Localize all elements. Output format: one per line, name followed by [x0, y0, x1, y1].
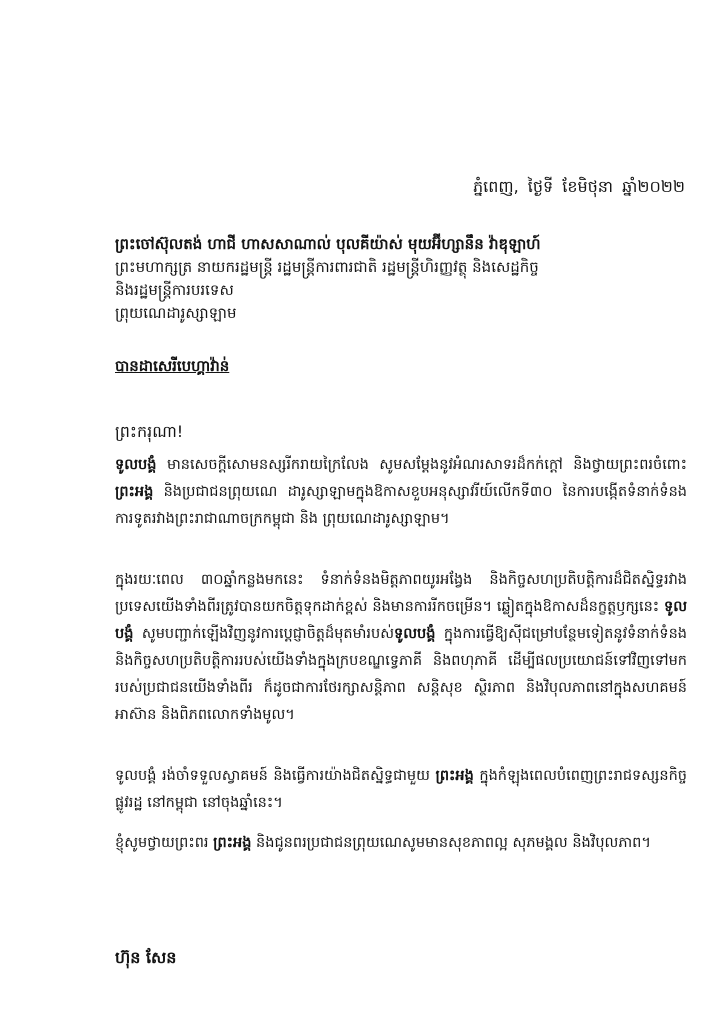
recipient-name: ព្រះចៅស៊ុលតង់ ហាជី ហាសសាណាល់ បុលគីយ៉ាស់ មុយអ៊ីហ្សានឹន វ៉ាឌុឡាហ៍ [115, 235, 541, 253]
text-run: ក្នុងការធ្វើឱ្យស៊ីជម្រៅបន្ថែមទៀតនូវទំនាក់ទំនង និងកិច្ចសហប្រតិបត្តិការរបស់យើងទាំងក្នុងក្របខណ្ឌទ្វេភាគី និងពហុភាគី ដើម្បីផលប្រយោជន៍ទៅវិញទៅមករបស់ប្រជាជនយើងទាំងពីរ ក៏ដូចជាការថែរក្សាសន្តិភាព សន្តិសុខ ស្ថិរភាព និងវិបុលភាពនៅក្នុងសហគមន៍អាស៊ាន និងពិភពលោកទាំងមូល។ [115, 626, 687, 723]
bold-run: ទូលបង្គំ [394, 626, 436, 642]
recipient-country: ព្រុយណេដារូស្សាឡាម [115, 304, 237, 322]
paragraph-1 [115, 452, 687, 533]
recipient-title-line1: ព្រះមហាក្សត្រ នាយករដ្ឋមន្ត្រី រដ្ឋមន្ត្រីការពារជាតិ រដ្ឋមន្ត្រីហិរញ្ញវត្ថុ និងសេដ្ឋកិច្ច [115, 258, 539, 276]
bold-run: ទូលបង្គំ [115, 599, 687, 642]
text-run: មានសេចក្ដីសោមនស្សរីករាយក្រៃលែង សូមសម្ដែងនូវអំណរសាទរដ៏កក់ក្ដៅ និងថ្វាយព្រះពរចំពោះ [156, 457, 687, 473]
bold-run: ព្រះអង្គ [435, 768, 474, 784]
text-run: សូមបញ្ជាក់ឡើងវិញនូវការប្ដេជ្ញាចិត្តដ៏មុតមាំរបស់ [133, 626, 395, 642]
bold-run: ព្រះអង្គ [213, 835, 252, 851]
salutation: ព្រះករុណា! [115, 422, 184, 441]
text-run: ទូលបង្គំ រង់ចាំទទួលស្វាគមន៍ និងធ្វើការយ៉ាងជិតស្និទ្ធជាមួយ [115, 768, 436, 784]
paragraph-3 [115, 763, 687, 817]
bold-run: ព្រះអង្គ [115, 484, 154, 500]
bold-run: ទូលបង្គំ [115, 457, 157, 473]
text-run: ខ្ញុំសូមថ្វាយព្រះពរ [115, 835, 214, 851]
paragraph-4 [115, 830, 687, 857]
recipient-block [115, 233, 690, 325]
letter-date: ភ្នំពេញ, ថ្ងៃទី ខែមិថុនា ឆ្នាំ២០២២ [472, 177, 685, 196]
text-run: និងជូនពរប្រជាជនព្រុយណេសូមមានសុខភាពល្អ សុភមង្គល និងវិបុលភាព។ [251, 835, 651, 851]
signature-name: ហ៊ុន សែន [115, 948, 177, 967]
text-run: និងប្រជាជនព្រុយណេ ដារូស្សាឡាមក្នុងឱកាសខួបអនុស្សាវរីយ៍លើកទី៣០ នៃការបង្កើតទំនាក់ទំនងការទូតរវាងព្រះរាជាណាចក្រកម្ពុជា និង ព្រុយណេដារូស្សាឡាម។ [115, 484, 687, 527]
letter-subject: បានដាសេរីបេហ្គាវ៉ាន់ [115, 357, 230, 375]
text-run: ក្នុងកំឡុងពេលបំពេញព្រះរាជទស្សនកិច្ចផ្លូវរដ្ឋ នៅកម្ពុជា នៅចុងឆ្នាំនេះ។ [115, 768, 687, 811]
recipient-title-line2: និងរដ្ឋមន្ត្រីការបរទេស [115, 281, 234, 299]
paragraph-2 [115, 567, 687, 729]
text-run: ក្នុងរយៈពេល ៣០ឆ្នាំកន្លងមកនេះ ទំនាក់ទំនងមិត្តភាពយូរអង្វែង និងកិច្ចសហប្រតិបត្តិការដ៏ជិតស្និទ្ធរវាងប្រទេសយើងទាំងពីរត្រូវបានយកចិត្តទុកដាក់ខ្ពស់ និងមានការរីកចម្រើន។ ឆ្លៀតក្នុងឱកាសដ៏នក្ខត្តឫក្សនេះ [115, 572, 687, 615]
